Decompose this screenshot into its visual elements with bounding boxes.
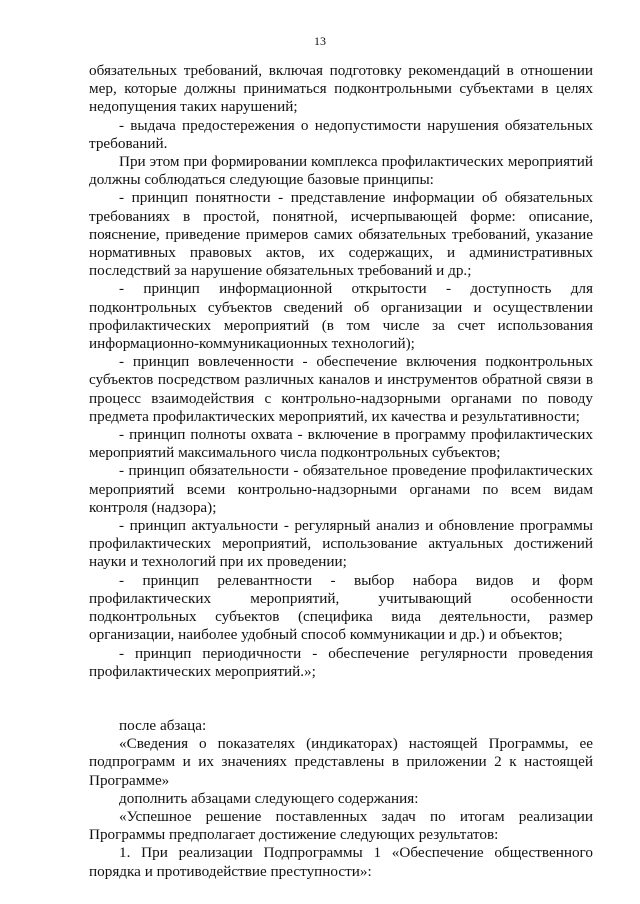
paragraph: - принцип актуальности - регулярный анализ и обновление программы профилактических мероприятий, использование актуальных достижений науки и технологий при их проведении; — [89, 517, 593, 571]
paragraph: При этом при формировании комплекса профилактических мероприятий должны соблюдаться следующие базовые принципы: — [89, 153, 593, 189]
document-body — [89, 62, 593, 881]
paragraph: «Сведения о показателях (индикаторах) настоящей Программы, ее подпрограмм и их значениях представлены в приложении 2 к настоящей Программе» — [89, 735, 593, 789]
paragraph: - принцип информационной открытости - доступность для подконтрольных субъектов сведений об организации и осуществлении профилактических мероприятий (в том числе за счет использования информационно-коммуникационных технологий); — [89, 280, 593, 353]
paragraph: 1. При реализации Подпрограммы 1 «Обеспечение общественного порядка и противодействие преступности»: — [89, 844, 593, 880]
paragraph: - принцип вовлеченности - обеспечение включения подконтрольных субъектов посредством различных каналов и инструментов обратной связи в процесс взаимодействия с контрольно-надзорными органами по поводу предмета профилактических мероприятий, их качества и результативности; — [89, 353, 593, 425]
paragraph: - принцип обязательности - обязательное проведение профилактических мероприятий всеми контрольно-надзорными органами по всем видам контроля (надзора); — [89, 462, 593, 516]
paragraph: - принцип релевантности - выбор набора видов и форм профилактических мероприятий, учитывающий особенности подконтрольных субъектов (специфика вида деятельности, размер организации, наиболее удобный способ коммуникации и др.) и объектов; — [89, 571, 593, 644]
paragraph: - принцип понятности - представление информации об обязательных требованиях в простой, понятной, исчерпывающей форме: описание, пояснение, приведение примеров самих обязательных требований, указание нормативных правовых актов, их содержащих, и административных последствий за нарушение обязательных требований и др.; — [89, 189, 593, 280]
paragraph: - принцип периодичности - обеспечение регулярности проведения профилактических мероприятий.»; — [89, 644, 593, 680]
paragraph: - принцип полноты охвата - включение в программу профилактических мероприятий максимального числа подконтрольных субъектов; — [89, 426, 593, 462]
paragraph: обязательных требований, включая подготовку рекомендаций в отношении мер, которые должны приниматься подконтрольными субъектами в целях недопущения таких нарушений; — [89, 62, 593, 116]
paragraph-spacer — [89, 681, 593, 717]
page-number: 13 — [314, 34, 326, 48]
paragraph: дополнить абзацами следующего содержания: — [119, 789, 419, 807]
paragraph: «Успешное решение поставленных задач по итогам реализации Программы предполагает достижение следующих результатов: — [89, 807, 593, 844]
paragraph: после абзаца: — [119, 716, 207, 734]
paragraph: - выдача предостережения о недопустимости нарушения обязательных требований. — [89, 116, 593, 152]
